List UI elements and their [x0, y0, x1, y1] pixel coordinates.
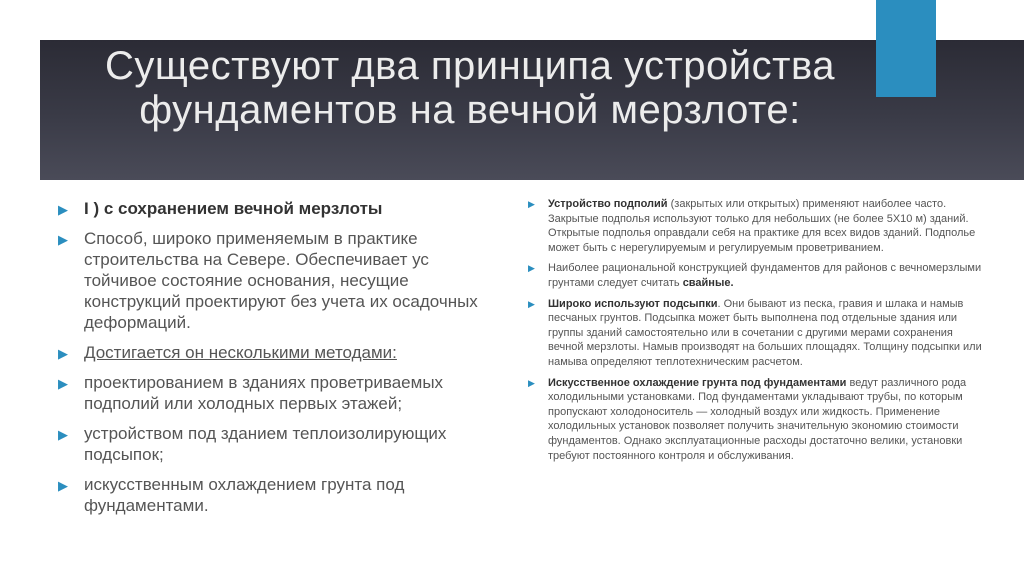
right-column: [528, 197, 990, 469]
left-list-item: [58, 372, 488, 414]
left-item-text: устройством под зданием теплоизолирующих подсыпок;: [84, 424, 447, 464]
left-list-item: [58, 198, 488, 219]
bullet-icon: ▶: [528, 377, 535, 388]
right-list-item: [528, 261, 990, 290]
right-item-text: Наиболее рациональной конструкцией фундаментов для районов с вечномерзлыми грунтами следует считать: [548, 262, 982, 289]
slide-title: Существуют два принципа устройства фундаментов на вечной мерзлоте:: [104, 44, 836, 132]
left-bullet-list: [58, 198, 488, 516]
right-item-bold: свайные.: [682, 276, 734, 289]
left-list-item: [58, 474, 488, 516]
bullet-icon: ▶: [58, 376, 68, 391]
right-bullet-list: [528, 197, 990, 463]
right-item-bold: Искусственное охлаждение грунта под фундаментами: [548, 376, 847, 389]
bullet-icon: ▶: [58, 232, 68, 247]
right-list-item: [528, 197, 990, 255]
bullet-icon: ▶: [58, 478, 68, 493]
right-list-item: [528, 376, 990, 464]
left-item-text: искусственным охлаждением грунта под фундаментами.: [84, 475, 405, 515]
right-list-item: [528, 297, 990, 370]
left-item-text: Способ, широко применяемым в практике строительства на Севере. Обеспечивает ус тойчивое состояние основания, несущие конструкций проектируют без учета их осадочных деформаций.: [84, 229, 478, 332]
accent-bar: [876, 0, 936, 97]
left-list-item: [58, 423, 488, 465]
bullet-icon: ▶: [58, 346, 68, 361]
right-item-bold: Устройство подполий: [548, 198, 668, 210]
left-list-item: [58, 342, 488, 363]
right-item-text: ведут различного рода холодильными установками. Под фундаментами укладывают трубы, по которым пропускают холодоноситель — холодный воздух или жидкость. Применение холодильных установок позволяет получить значительную экономию стоимости фундаментов. Однако эксплуатационные расходы достаточно велики, установки требуют постоянного контроля и обслуживания.: [548, 376, 967, 462]
right-item-bold: Широко используют подсыпки: [548, 297, 718, 310]
right-item-text: (закрытых или открытых) применяют наиболее часто. Закрытые подполья используют только для небольших (не более 5Х10 м) зданий. Открытые подполья оправдали себя на практике для всех видов зданий. Подполье может быть с нерегулируемым и регулируемым проветриванием.: [548, 198, 976, 254]
left-item-text: Достигается он несколькими методами:: [84, 343, 397, 362]
right-item-text: . Они бывают из песка, гравия и шлака и намыв песчаных грунтов. Подсыпка может быть выполнена под отдельные здания или группы зданий самостоятельно или в сочетании с другими мерами сохранения вечной мерзлоты. Намыв производят на больших площадях. Толщину подсыпки или намыва определяют теплотехническим расчетом.: [548, 297, 982, 368]
bullet-icon: ▶: [528, 298, 535, 309]
bullet-icon: ▶: [58, 427, 68, 442]
left-item-text: проектированием в зданиях проветриваемых подполий или холодных первых этажей;: [84, 373, 444, 413]
bullet-icon: ▶: [528, 263, 535, 274]
left-column: [58, 198, 488, 525]
bullet-icon: ▶: [528, 199, 535, 209]
bullet-icon: ▶: [58, 202, 68, 217]
left-list-item: [58, 228, 488, 333]
left-item-text: I ) с сохранением вечной мерзлоты: [84, 199, 383, 218]
